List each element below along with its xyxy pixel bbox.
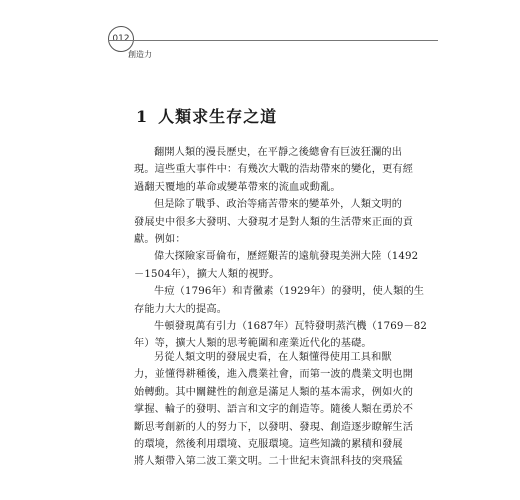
paragraph-line: 將人類帶入第二波工業文明。二十世紀末資訊科技的突飛猛 [134,456,403,468]
paragraph-line: 始轉動。其中關鍵性的創意是滿足人類的基本需求，例如火的 [134,386,414,398]
section-1-text [134,144,428,353]
header-rule [108,40,438,41]
paragraph-line: 牛痘（1796年）和青黴素（1929年）的發明，使人類的生 [154,286,425,298]
paragraph-line: 存能力大大的提高。 [134,303,228,315]
paragraph-line: 翻開人類的漫長歷史，在平靜之後總會有巨波狂瀾的出 [154,147,403,158]
paragraph-line: 年）等，擴大人類的思考範圍和產業近代化的基礎。 [134,338,372,350]
paragraph-line: 發展史中很多大發明、大發現才是對人類的生活帶來正面的貢 [134,216,414,228]
paragraph-line: 力，並懂得耕種後，進入農業社會，而第一波的農業文明也開 [134,369,414,381]
paragraph-line: 斷思考創新的人的努力下，以發明、發現、創造逐步瞭解生活 [134,421,414,433]
chapter-number: 1 [136,107,149,126]
page-number: 012 [108,26,134,52]
paragraph-line: 現。這些重大事件中：有幾次大戰的浩劫帶來的變化，更有經 [134,164,414,176]
paragraph-line: －1504年），擴大人類的視野。 [134,268,280,280]
paragraph-line: 掌握、輪子的發明、語言和文字的創造等。隨後人類在勇於不 [134,404,414,416]
running-title: 創造力 [128,50,152,59]
chapter-heading [136,104,277,127]
section-2-text [134,349,414,471]
paragraph-line: 牛頓發現萬有引力（1687年）瓦特發明蒸汽機（1769－82 [154,320,428,332]
paragraph-line: 另從人類文明的發展史看，在人類懂得使用工具和獸 [154,352,392,363]
paragraph-line: 偉大探險家哥倫布，歷經艱苦的遠航發現美洲大陸（1492 [154,251,419,263]
chapter-title: 人類求生存之道 [158,107,278,126]
paragraph-line: 獻。例如： [134,233,186,245]
paragraph-line: 的環境，然後利用環境、克服環境。這些知識的累積和發展 [134,438,403,450]
paragraph-line: 過翻天覆地的革命或變革帶來的流血或動亂。 [134,181,341,193]
paragraph-line: 但是除了戰爭、政治等痛苦帶來的變革外，人類文明的 [154,199,403,211]
